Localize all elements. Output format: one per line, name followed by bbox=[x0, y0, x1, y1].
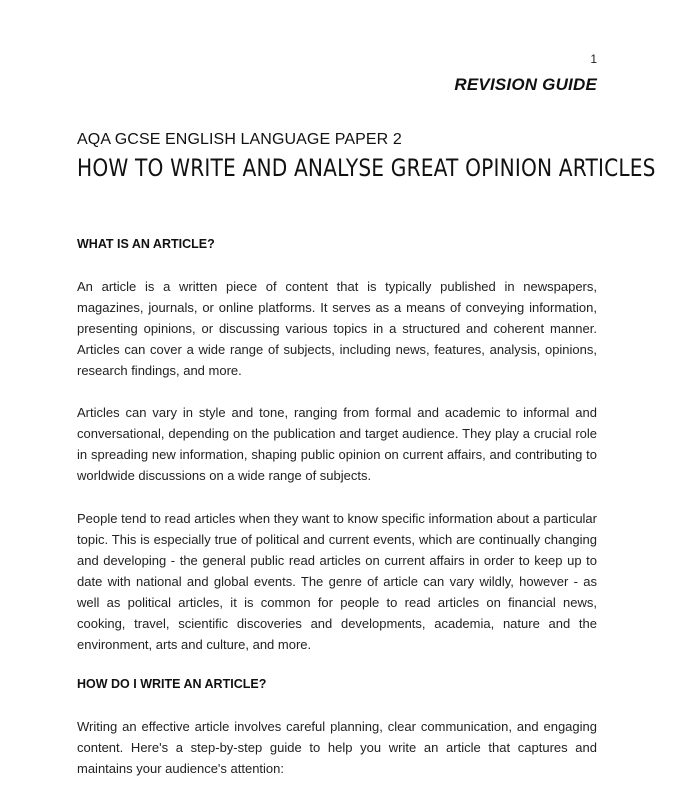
document-supertitle: AQA GCSE ENGLISH LANGUAGE PAPER 2 bbox=[77, 131, 402, 148]
paragraph: Writing an effective article involves careful planning, clear communication, and engaging content. Here's a step-by-step guide to help you write an article that captures and maintains your audience's attention: bbox=[77, 719, 597, 776]
section-heading-how-do-i-write: HOW DO I WRITE AN ARTICLE? bbox=[77, 677, 267, 691]
page-number: 1 bbox=[590, 52, 597, 66]
paragraph: People tend to read articles when they want to know specific information about a particular topic. This is especially true of political and current events, which are continually changing and developing - the general public read articles on current affairs in order to keep up to date with national and global events. The genre of article can vary wildly, however - as well as political articles, it is common for people to read articles on financial news, cooking, travel, scientific discoveries and developments, academia, nature and the environment, arts and culture, and more. bbox=[77, 511, 597, 652]
running-header: REVISION GUIDE bbox=[454, 75, 597, 94]
paragraph: An article is a written piece of content that is typically published in newspapers, magazines, journals, or online platforms. It serves as a means of conveying information, presenting opinions, or discussing various topics in a structured and coherent manner. Articles can cover a wide range of subjects, including news, features, analysis, opinions, research findings, and more. bbox=[77, 279, 597, 378]
paragraph: Articles can vary in style and tone, ranging from formal and academic to informal and conversational, depending on the publication and target audience. They play a crucial role in spreading new information, shaping public opinion on current affairs, and contributing to worldwide discussions on a wide range of subjects. bbox=[77, 405, 597, 483]
section-heading-what-is-an-article: WHAT IS AN ARTICLE? bbox=[77, 237, 215, 251]
document-title: HOW TO WRITE AND ANALYSE GREAT OPINION ARTICLES bbox=[77, 154, 656, 182]
